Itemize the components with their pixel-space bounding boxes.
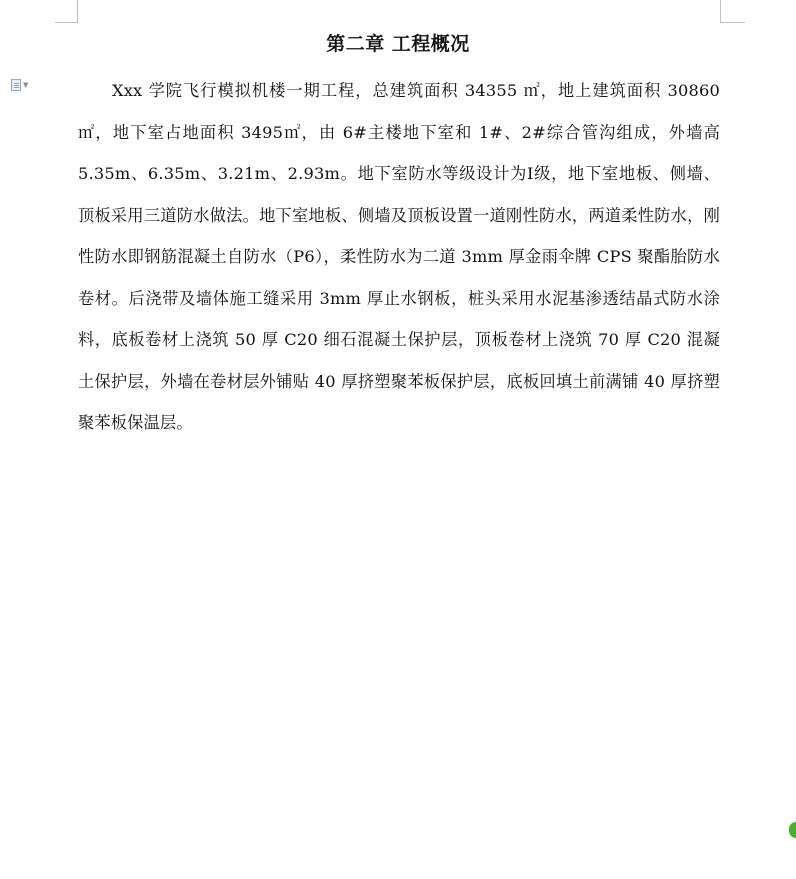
chevron-down-icon: ▼ [23, 80, 29, 89]
chapter-title: 第二章 工程概况 [326, 33, 470, 55]
body-paragraph: Xxx 学院飞行模拟机楼一期工程，总建筑面积 34355 ㎡，地上建筑面积 30860 ㎡，地下室占地面积 3495㎡，由 6#主楼地下室和 1#、2#综合管沟组成，外墙高 5.35m、6.35m、3.21m、2.93m。地下室防水等级设计为Ⅰ级，地下室地板、侧墙、顶板采用三道防水做法。地下室地板、侧墙及顶板设置一道刚性防水，两道柔性防水，刚性防水即钢筋混凝土自防水（P6），柔性防水为二道 3mm 厚金雨伞牌 CPS 聚酯胎防水卷材。后浇带及墙体施工缝采用 3mm 厚止水钢板，桩头采用水泥基渗透结晶式防水涂料，底板卷材上浇筑 50 厚 C20 细石混凝土保护层，顶板卷材上浇筑 70 厚 C20 混凝土保护层，外墙在卷材层外铺贴 40 厚挤塑聚苯板保护层，底板回填土前满铺 40 厚挤塑聚苯板保温层。 [78, 81, 720, 432]
edge-indicator [789, 822, 796, 838]
paragraph-menu-button[interactable] [11, 78, 37, 92]
top-right-margin-mark [720, 0, 745, 23]
document-icon [11, 79, 21, 91]
top-left-margin-mark [55, 0, 78, 23]
